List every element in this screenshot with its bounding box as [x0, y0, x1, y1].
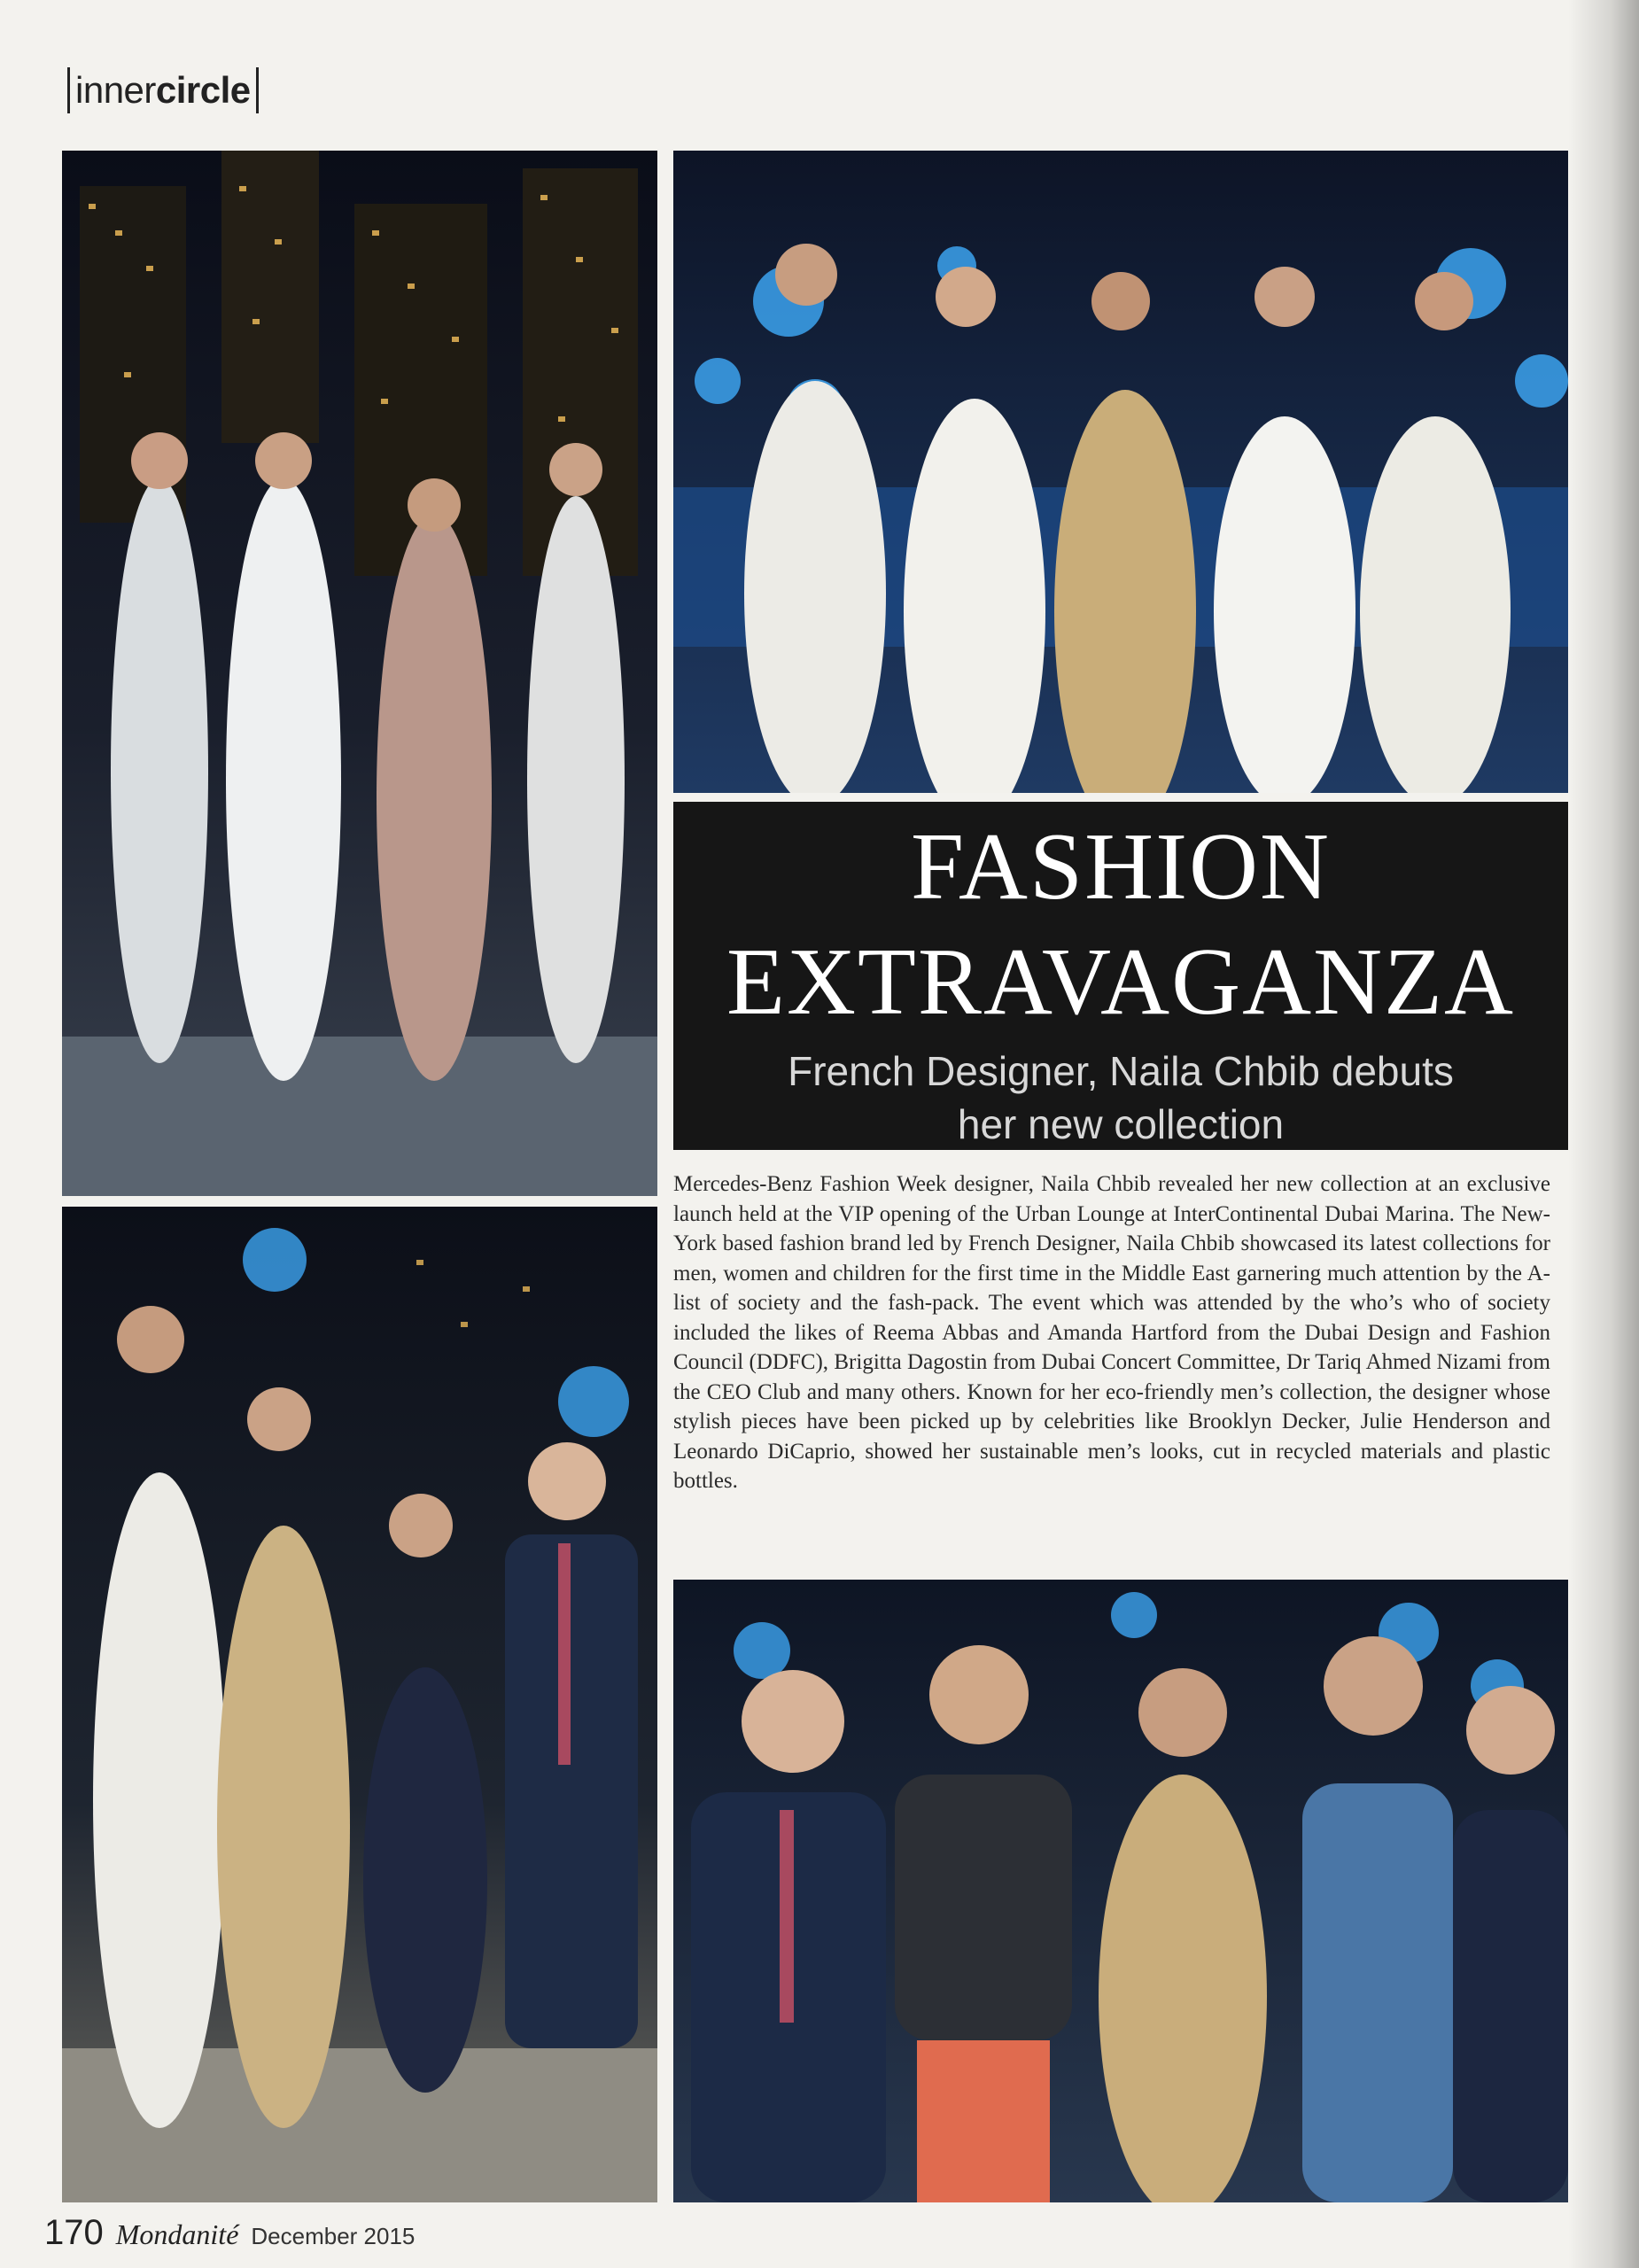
section-tag-light: inner	[75, 69, 156, 111]
magazine-name: Mondanité	[115, 2218, 239, 2250]
issue-date: December 2015	[251, 2223, 416, 2249]
photo-guests-group-b	[673, 1580, 1568, 2202]
headline-subtitle-line1: French Designer, Naila Chbib debuts	[788, 1048, 1454, 1094]
section-tag	[62, 64, 264, 117]
headline-title-line1: FASHION	[910, 814, 1332, 920]
tag-divider-left	[67, 67, 70, 113]
page-gutter-shadow	[1568, 0, 1639, 2268]
photo-guests-group-a	[62, 1207, 657, 2202]
headline-subtitle-line2: her new collection	[957, 1101, 1285, 1147]
page-number: 170	[44, 2213, 104, 2252]
headline-title-line2: EXTRAVAGANZA	[726, 929, 1516, 1035]
headline-box	[673, 802, 1568, 1150]
photo-five-models	[673, 151, 1568, 793]
page-footer	[44, 2213, 415, 2257]
tag-divider-right	[256, 67, 259, 113]
article-body: Mercedes-Benz Fashion Week designer, Naila Chbib revealed her new collection at an exclusive launch held at the VIP opening of the Urban Lounge at InterContinental Dubai Marina. The New-York based fashion brand led by French Designer, Naila Chbib showcased its latest collections for men, women and children for the first time in the Middle East garnering much attention by the A-list of society and the fash-pack. The event which was attended by the who’s who of society included the likes of Reema Abbas and Amanda Hartford from the Dubai Design and Fashion Council (DDFC), Brigitta Dagostin from Dubai Concert Committee, Dr Tariq Ahmed Nizami from the CEO Club and many others. Known for her eco-friendly men’s collection, the designer whose stylish pieces have been picked up by celebrities like Brooklyn Decker, Julie Henderson and Leonardo DiCaprio, showed her sustainable men’s looks, cut in recycled materials and plastic bottles.	[673, 1172, 1550, 1493]
photo-runway-models	[62, 151, 657, 1196]
section-tag-bold: circle	[155, 69, 251, 111]
